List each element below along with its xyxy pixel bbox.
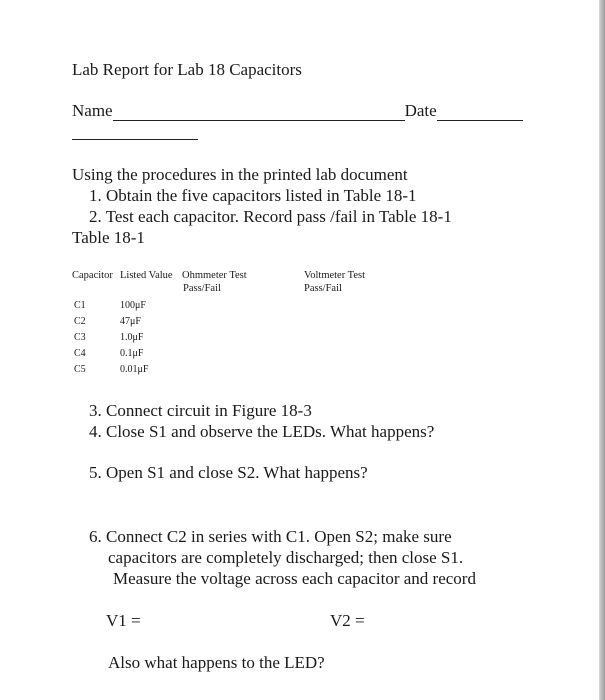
date-label: Date: [404, 101, 437, 120]
row-c4-capacitor: C4: [74, 348, 86, 359]
header-voltmeter-test: Voltmeter Test: [304, 270, 365, 281]
name-label: Name: [72, 101, 113, 120]
step-3: 3. Connect circuit in Figure 18-3: [89, 401, 312, 420]
row-c1-capacitor: C1: [74, 300, 86, 311]
name-continuation-line[interactable]: [72, 139, 198, 140]
name-date-row: [72, 101, 523, 121]
page-edge: [599, 0, 605, 700]
header-ohmmeter-passfail: Pass/Fail: [183, 283, 221, 294]
led-question: Also what happens to the LED?: [108, 653, 325, 672]
row-c4-value: 0.1μF: [120, 348, 144, 359]
row-c1-value: 100μF: [120, 300, 146, 311]
name-field-line[interactable]: [113, 103, 405, 121]
intro-text: Using the procedures in the printed lab document: [72, 165, 408, 184]
step-6-line-1: 6. Connect C2 in series with C1. Open S2; make sure: [89, 527, 452, 546]
page-title: Lab Report for Lab 18 Capacitors: [72, 60, 302, 79]
v1-label: V1 =: [106, 611, 141, 630]
step-5: 5. Open S1 and close S2. What happens?: [89, 463, 368, 482]
step-1: 1. Obtain the five capacitors listed in Table 18-1: [89, 186, 417, 205]
date-field-line[interactable]: [437, 103, 523, 121]
row-c3-capacitor: C3: [74, 332, 86, 343]
header-voltmeter-passfail: Pass/Fail: [304, 283, 342, 294]
row-c2-capacitor: C2: [74, 316, 86, 327]
step-2: 2. Test each capacitor. Record pass /fail in Table 18-1: [89, 207, 452, 226]
row-c5-capacitor: C5: [74, 364, 86, 375]
row-c2-value: 47μF: [120, 316, 141, 327]
step-6-line-2: capacitors are completely discharged; then close S1.: [108, 548, 464, 567]
step-6-line-3: Measure the voltage across each capacitor and record: [113, 569, 476, 588]
v2-label: V2 =: [330, 611, 365, 630]
header-listed-value: Listed Value: [120, 270, 173, 281]
table-caption: Table 18-1: [72, 228, 145, 247]
row-c5-value: 0.01μF: [120, 364, 149, 375]
header-capacitor: Capacitor: [72, 270, 113, 281]
row-c3-value: 1.0μF: [120, 332, 144, 343]
header-ohmmeter-test: Ohmmeter Test: [182, 270, 247, 281]
step-4: 4. Close S1 and observe the LEDs. What happens?: [89, 422, 435, 441]
